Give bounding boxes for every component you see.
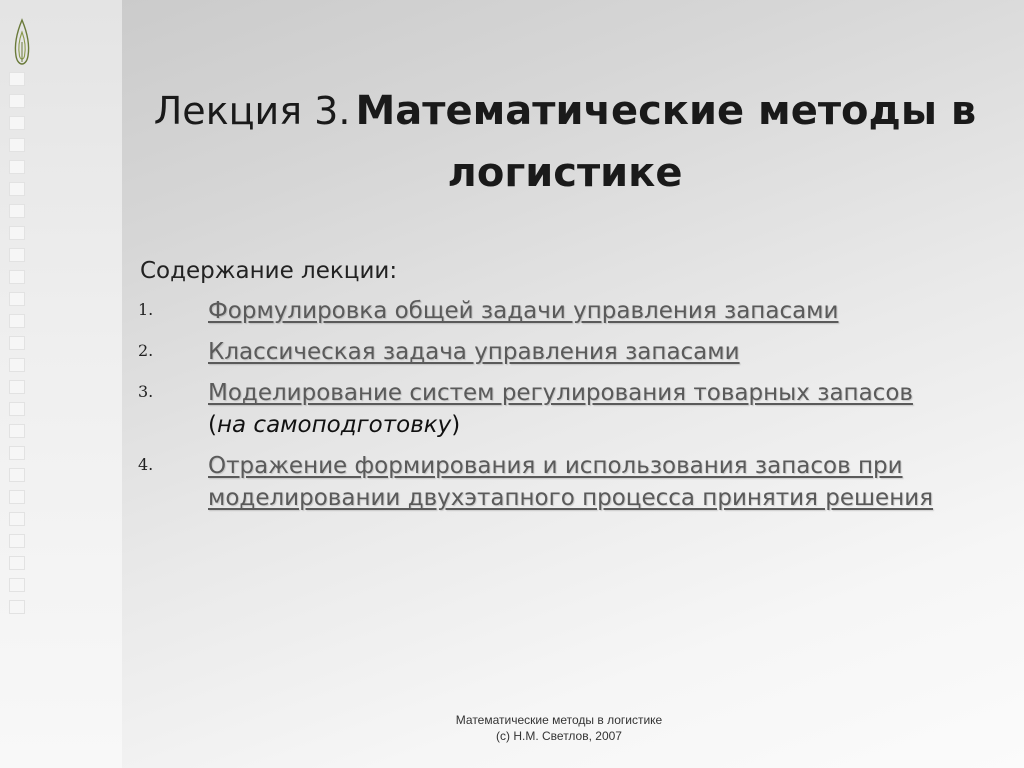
item-number: 1. <box>138 300 154 319</box>
note-close-paren: ) <box>451 412 461 438</box>
flame-logo-icon <box>10 18 34 66</box>
list-item <box>138 377 998 441</box>
title-prefix: Лекция 3. <box>153 89 351 133</box>
contents-link-4[interactable]: Отражение формирования и использования запасов при моделировании двухэтапного процесса принятия решения <box>208 453 934 511</box>
contents-list <box>138 295 998 514</box>
item-number: 3. <box>138 382 154 401</box>
footer-title: Математические методы в логистике <box>455 713 663 727</box>
note-italic-text: на самоподготовку <box>216 412 452 438</box>
list-item <box>138 336 998 368</box>
contents-heading: Содержание лекции: <box>140 258 398 284</box>
contents-link-2[interactable]: Классическая задача управления запасами <box>208 339 740 365</box>
slide-footer <box>400 712 718 744</box>
item-3-body <box>208 377 913 441</box>
note-open-paren: ( <box>208 412 217 438</box>
item-number: 2. <box>138 341 154 360</box>
list-item <box>138 295 998 327</box>
slide-title <box>140 84 990 208</box>
contents-link-1[interactable]: Формулировка общей задачи управления запасами <box>208 298 839 324</box>
contents-link-3[interactable]: Моделирование систем регулирования товарных запасов <box>208 380 913 406</box>
film-strip-squares <box>9 72 27 632</box>
lecture-contents <box>138 258 998 523</box>
footer-copyright: (с) Н.М. Светлов, 2007 <box>496 729 622 743</box>
left-decorative-strip <box>0 0 122 768</box>
self-study-note <box>208 409 913 441</box>
list-item <box>138 450 998 514</box>
item-number: 4. <box>138 455 154 474</box>
title-main: Математические методы в логистике <box>355 88 977 196</box>
